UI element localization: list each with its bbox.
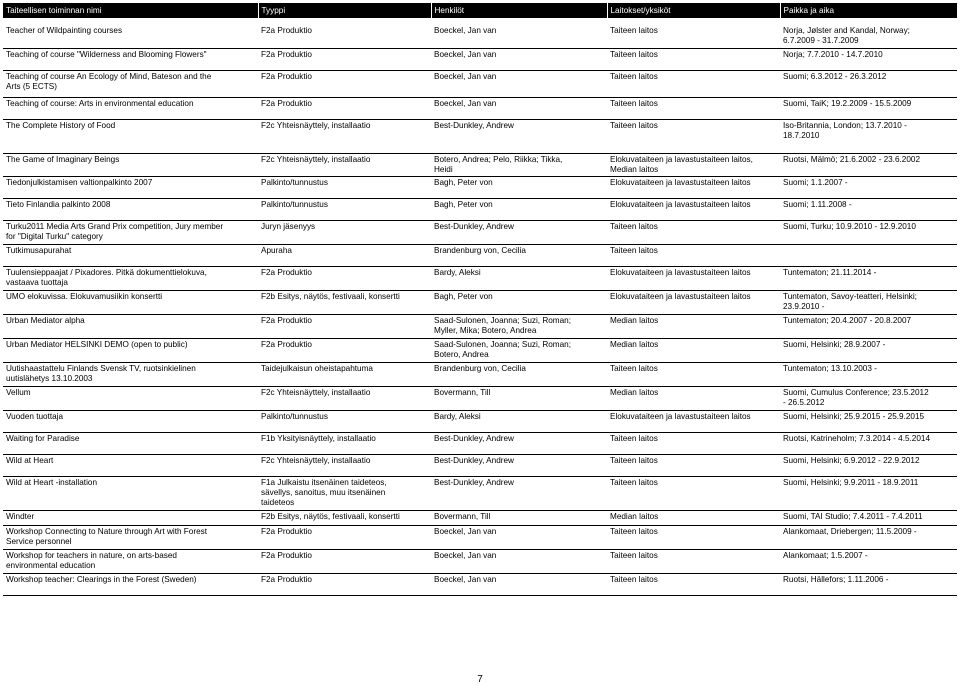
- cell-name: Windter: [3, 511, 258, 526]
- cell-type: F2a Produktio: [258, 339, 431, 363]
- cell-persons: Boeckel, Jan van: [431, 25, 607, 49]
- cell-persons: Best-Dunkley, Andrew: [431, 221, 607, 245]
- cell-persons: Best-Dunkley, Andrew: [431, 455, 607, 477]
- table-row: [3, 98, 957, 120]
- table-row: [3, 526, 957, 550]
- cell-type: F1a Julkaistu itsenäinen taideteos, sävellys, sanoitus, muu itsenäinen taideteos: [258, 477, 431, 511]
- table-row: [3, 120, 957, 154]
- cell-type: F2c Yhteisnäyttely, installaatio: [258, 154, 431, 177]
- cell-name: Wild at Heart: [3, 455, 258, 477]
- cell-name: Wild at Heart -installation: [3, 477, 258, 511]
- table-row: [3, 315, 957, 339]
- cell-name: Workshop Connecting to Nature through Art with Forest Service personnel: [3, 526, 258, 550]
- cell-place-time: Iso-Britannia, London; 13.7.2010 - 18.7.2010: [780, 120, 957, 154]
- cell-type: F2a Produktio: [258, 267, 431, 291]
- table-row: [3, 49, 957, 71]
- cell-place-time: Ruotsi, Katrineholm; 7.3.2014 - 4.5.2014: [780, 433, 957, 455]
- cell-department: Elokuvataiteen ja lavastustaiteen laitos: [607, 177, 780, 199]
- document-page: [3, 3, 957, 596]
- cell-place-time: Suomi, Helsinki; 6.9.2012 - 22.9.2012: [780, 455, 957, 477]
- cell-department: Taiteen laitos: [607, 526, 780, 550]
- cell-persons: Bardy, Aleksi: [431, 411, 607, 433]
- cell-name: Urban Mediator alpha: [3, 315, 258, 339]
- cell-department: Taiteen laitos: [607, 455, 780, 477]
- table-row: [3, 511, 957, 526]
- table-row: [3, 245, 957, 267]
- cell-name: Tiedonjulkistamisen valtionpalkinto 2007: [3, 177, 258, 199]
- cell-department: Elokuvataiteen ja lavastustaiteen laitos: [607, 291, 780, 315]
- cell-persons: Boeckel, Jan van: [431, 71, 607, 98]
- cell-place-time: Suomi; 1.1.2007 -: [780, 177, 957, 199]
- cell-type: F2a Produktio: [258, 550, 431, 574]
- cell-place-time: Alankomaat, Driebergen; 11.5.2009 -: [780, 526, 957, 550]
- cell-department: Taiteen laitos: [607, 550, 780, 574]
- header-persons: Henkilöt: [431, 3, 607, 18]
- cell-department: Taiteen laitos: [607, 49, 780, 71]
- cell-persons: Best-Dunkley, Andrew: [431, 120, 607, 154]
- cell-place-time: Norja; 7.7.2010 - 14.7.2010: [780, 49, 957, 71]
- cell-department: Elokuvataiteen ja lavastustaiteen laitos: [607, 411, 780, 433]
- table-row: [3, 267, 957, 291]
- cell-type: Palkinto/tunnustus: [258, 411, 431, 433]
- cell-type: F2a Produktio: [258, 49, 431, 71]
- cell-type: F2a Produktio: [258, 526, 431, 550]
- cell-type: Apuraha: [258, 245, 431, 267]
- cell-place-time: Suomi, Cumulus Conference; 23.5.2012 - 26.5.2012: [780, 387, 957, 411]
- cell-persons: Boeckel, Jan van: [431, 98, 607, 120]
- cell-place-time: Suomi, Turku; 10.9.2010 - 12.9.2010: [780, 221, 957, 245]
- cell-department: Median laitos: [607, 387, 780, 411]
- cell-type: Juryn jäsenyys: [258, 221, 431, 245]
- cell-place-time: Alankomaat; 1.5.2007 -: [780, 550, 957, 574]
- cell-department: Elokuvataiteen ja lavastustaiteen laitos: [607, 267, 780, 291]
- cell-place-time: Norja, Jølster and Kandal, Norway; 6.7.2009 - 31.7.2009: [780, 25, 957, 49]
- table-row: [3, 339, 957, 363]
- table-row: [3, 154, 957, 177]
- cell-department: Taiteen laitos: [607, 477, 780, 511]
- cell-name: Workshop teacher: Clearings in the Forest (Sweden): [3, 574, 258, 596]
- cell-name: Tutkimusapurahat: [3, 245, 258, 267]
- cell-name: Teaching of course "Wilderness and Blooming Flowers": [3, 49, 258, 71]
- cell-persons: Bagh, Peter von: [431, 291, 607, 315]
- cell-type: F2c Yhteisnäyttely, installaatio: [258, 387, 431, 411]
- cell-type: F2a Produktio: [258, 98, 431, 120]
- table-row: [3, 550, 957, 574]
- header-departments: Laitokset/yksiköt: [607, 3, 780, 18]
- cell-name: Tieto Finlandia palkinto 2008: [3, 199, 258, 221]
- table-row: [3, 455, 957, 477]
- table-row: [3, 291, 957, 315]
- cell-persons: Bagh, Peter von: [431, 199, 607, 221]
- cell-department: Taiteen laitos: [607, 245, 780, 267]
- cell-name: Teaching of course An Ecology of Mind, Bateson and the Arts (5 ECTS): [3, 71, 258, 98]
- cell-persons: Saad-Sulonen, Joanna; Suzi, Roman; Botero, Andrea: [431, 339, 607, 363]
- cell-type: Palkinto/tunnustus: [258, 177, 431, 199]
- cell-place-time: Ruotsi, Hällefors; 1.11.2006 -: [780, 574, 957, 596]
- cell-place-time: Suomi, Helsinki; 28.9.2007 -: [780, 339, 957, 363]
- cell-name: Turku2011 Media Arts Grand Prix competition, Jury member for "Digital Turku" category: [3, 221, 258, 245]
- cell-persons: Boeckel, Jan van: [431, 526, 607, 550]
- table-row: [3, 25, 957, 49]
- cell-name: Tuulensieppaajat / Pixadores. Pitkä dokumenttielokuva, vastaava tuottaja: [3, 267, 258, 291]
- cell-place-time: Ruotsi, Mälmö; 21.6.2002 - 23.6.2002: [780, 154, 957, 177]
- cell-persons: Bovermann, Till: [431, 511, 607, 526]
- cell-type: F2b Esitys, näytös, festivaali, konsertti: [258, 291, 431, 315]
- cell-name: UMO elokuvissa. Elokuvamusiikin konsertti: [3, 291, 258, 315]
- cell-department: Median laitos: [607, 339, 780, 363]
- header-place-time: Paikka ja aika: [780, 3, 957, 18]
- table-row: [3, 177, 957, 199]
- cell-name: Vellum: [3, 387, 258, 411]
- cell-department: Taiteen laitos: [607, 574, 780, 596]
- cell-type: F2a Produktio: [258, 574, 431, 596]
- table-row: [3, 574, 957, 596]
- cell-name: Teaching of course: Arts in environmental education: [3, 98, 258, 120]
- cell-type: F2c Yhteisnäyttely, installaatio: [258, 120, 431, 154]
- cell-department: Elokuvataiteen ja lavastustaiteen laitos: [607, 199, 780, 221]
- cell-persons: Boeckel, Jan van: [431, 574, 607, 596]
- table-header-row: [3, 3, 957, 18]
- table-row: [3, 363, 957, 387]
- cell-persons: Bovermann, Till: [431, 387, 607, 411]
- cell-place-time: Suomi; 1.11.2008 -: [780, 199, 957, 221]
- cell-department: Taiteen laitos: [607, 433, 780, 455]
- cell-department: Taiteen laitos: [607, 363, 780, 387]
- cell-place-time: Tuntematon; 20.4.2007 - 20.8.2007: [780, 315, 957, 339]
- cell-department: Taiteen laitos: [607, 98, 780, 120]
- cell-type: F2a Produktio: [258, 315, 431, 339]
- header-name: Taiteellisen toiminnan nimi: [3, 3, 258, 18]
- cell-type: F1b Yksityisnäyttely, installaatio: [258, 433, 431, 455]
- table-row: [3, 411, 957, 433]
- cell-persons: Bardy, Aleksi: [431, 267, 607, 291]
- cell-persons: Saad-Sulonen, Joanna; Suzi, Roman; Myller, Mika; Botero, Andrea: [431, 315, 607, 339]
- cell-department: Taiteen laitos: [607, 221, 780, 245]
- cell-name: Vuoden tuottaja: [3, 411, 258, 433]
- cell-department: Taiteen laitos: [607, 71, 780, 98]
- cell-place-time: [780, 245, 957, 267]
- cell-name: Workshop for teachers in nature, on arts-based environmental education: [3, 550, 258, 574]
- cell-name: Urban Mediator HELSINKI DEMO (open to public): [3, 339, 258, 363]
- cell-department: Taiteen laitos: [607, 25, 780, 49]
- cell-persons: Boeckel, Jan van: [431, 550, 607, 574]
- cell-department: Median laitos: [607, 315, 780, 339]
- cell-persons: Boeckel, Jan van: [431, 49, 607, 71]
- cell-place-time: Suomi; 6.3.2012 - 26.3.2012: [780, 71, 957, 98]
- page-number: 7: [477, 674, 483, 685]
- table-row: [3, 199, 957, 221]
- table-row: [3, 387, 957, 411]
- cell-type: Taidejulkaisun oheistapahtuma: [258, 363, 431, 387]
- table-row: [3, 433, 957, 455]
- cell-place-time: Suomi, Helsinki; 25.9.2015 - 25.9.2015: [780, 411, 957, 433]
- cell-place-time: Tuntematon; 21.11.2014 -: [780, 267, 957, 291]
- cell-type: F2b Esitys, näytös, festivaali, konsertti: [258, 511, 431, 526]
- cell-department: Taiteen laitos: [607, 120, 780, 154]
- cell-type: F2a Produktio: [258, 71, 431, 98]
- cell-type: F2c Yhteisnäyttely, installaatio: [258, 455, 431, 477]
- table-row: [3, 71, 957, 98]
- cell-place-time: Suomi, TAI Studio; 7.4.2011 - 7.4.2011: [780, 511, 957, 526]
- cell-persons: Brandenburg von, Cecilia: [431, 363, 607, 387]
- cell-name: The Complete History of Food: [3, 120, 258, 154]
- cell-place-time: Suomi, Helsinki; 9.9.2011 - 18.9.2011: [780, 477, 957, 511]
- table-row: [3, 477, 957, 511]
- cell-place-time: Tuntematon; 13.10.2003 -: [780, 363, 957, 387]
- header-type: Tyyppi: [258, 3, 431, 18]
- cell-type: Palkinto/tunnustus: [258, 199, 431, 221]
- cell-department: Median laitos: [607, 511, 780, 526]
- cell-type: F2a Produktio: [258, 25, 431, 49]
- cell-name: Waiting for Paradise: [3, 433, 258, 455]
- cell-name: Teacher of Wildpainting courses: [3, 25, 258, 49]
- cell-persons: Botero, Andrea; Pelo, Riikka; Tikka, Heidi: [431, 154, 607, 177]
- cell-place-time: Tuntematon, Savoy-teatteri, Helsinki; 23.9.2010 -: [780, 291, 957, 315]
- cell-persons: Bagh, Peter von: [431, 177, 607, 199]
- cell-name: The Game of Imaginary Beings: [3, 154, 258, 177]
- cell-department: Elokuvataiteen ja lavastustaiteen laitos, Median laitos: [607, 154, 780, 177]
- cell-place-time: Suomi, TaiK; 19.2.2009 - 15.5.2009: [780, 98, 957, 120]
- cell-persons: Best-Dunkley, Andrew: [431, 477, 607, 511]
- table-row: [3, 221, 957, 245]
- cell-name: Uutishaastattelu Finlands Svensk TV, ruotsinkielinen uutislähetys 13.10.2003: [3, 363, 258, 387]
- cell-persons: Best-Dunkley, Andrew: [431, 433, 607, 455]
- cell-persons: Brandenburg von, Cecilia: [431, 245, 607, 267]
- activity-table: [3, 3, 958, 596]
